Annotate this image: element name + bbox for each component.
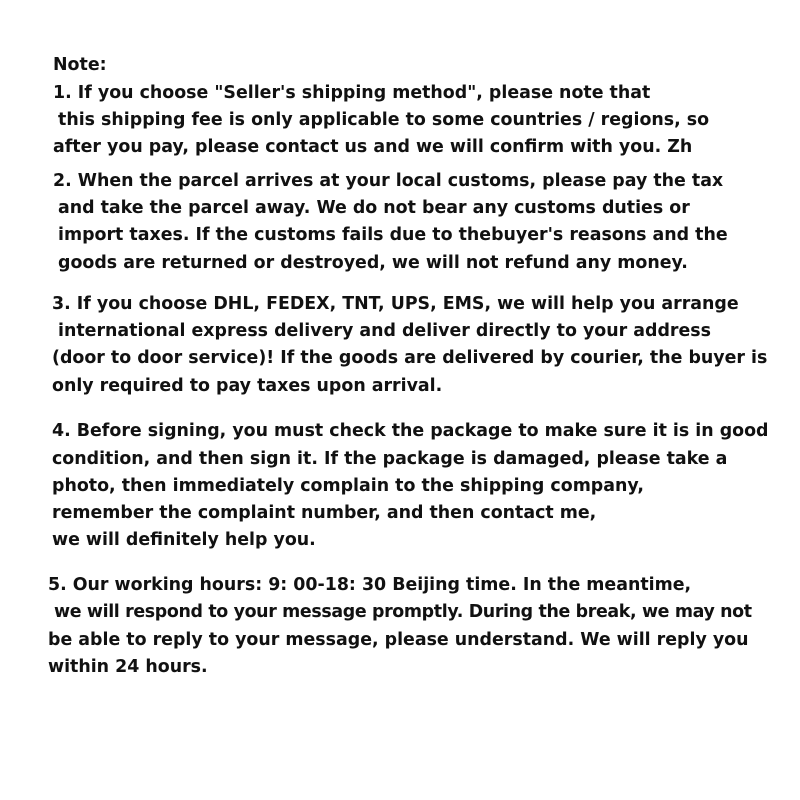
note-item-3-line-2: international express delivery and deliver directly to your address <box>58 321 711 341</box>
note-item-1-line-3: after you pay, please contact us and we will confirm with you. Zh <box>53 137 693 157</box>
note-item-4-line-5: we will definitely help you. <box>52 530 316 550</box>
note-item-5-line-1: 5. Our working hours: 9: 00-18: 30 Beijing time. In the meantime, <box>48 575 692 595</box>
note-item-2-line-1: 2. When the parcel arrives at your local customs, please pay the tax <box>53 171 724 191</box>
note-item-3-line-1: 3. If you choose DHL, FEDEX, TNT, UPS, EMS, we will help you arrange <box>52 294 739 314</box>
note-item-4-line-4: remember the complaint number, and then contact me, <box>52 503 597 523</box>
note-item-2-line-4: goods are returned or destroyed, we will not refund any money. <box>58 253 688 273</box>
note-item-2-line-3: import taxes. If the customs fails due to thebuyer's reasons and the <box>58 225 728 245</box>
note-item-5-line-3: be able to reply to your message, please understand. We will reply you <box>48 630 749 650</box>
note-item-2-line-2: and take the parcel away. We do not bear any customs duties or <box>58 198 690 218</box>
note-heading: Note: <box>53 55 107 75</box>
note-item-3-line-4: only required to pay taxes upon arrival. <box>52 376 443 396</box>
note-item-3-line-3: (door to door service)! If the goods are delivered by courier, the buyer is <box>52 348 768 368</box>
note-item-1-line-2: this shipping fee is only applicable to some countries / regions, so <box>58 110 710 130</box>
note-item-5-line-4: within 24 hours. <box>48 657 208 677</box>
note-item-4-line-2: condition, and then sign it. If the package is damaged, please take a <box>52 449 728 469</box>
note-item-5-line-2: we will respond to your message promptly. During the break, we may not <box>54 602 752 622</box>
note-item-4-line-3: photo, then immediately complain to the shipping company, <box>52 476 644 496</box>
note-item-1-line-1: 1. If you choose "Seller's shipping method", please note that <box>53 83 651 103</box>
note-item-4-line-1: 4. Before signing, you must check the package to make sure it is in good <box>52 421 769 441</box>
